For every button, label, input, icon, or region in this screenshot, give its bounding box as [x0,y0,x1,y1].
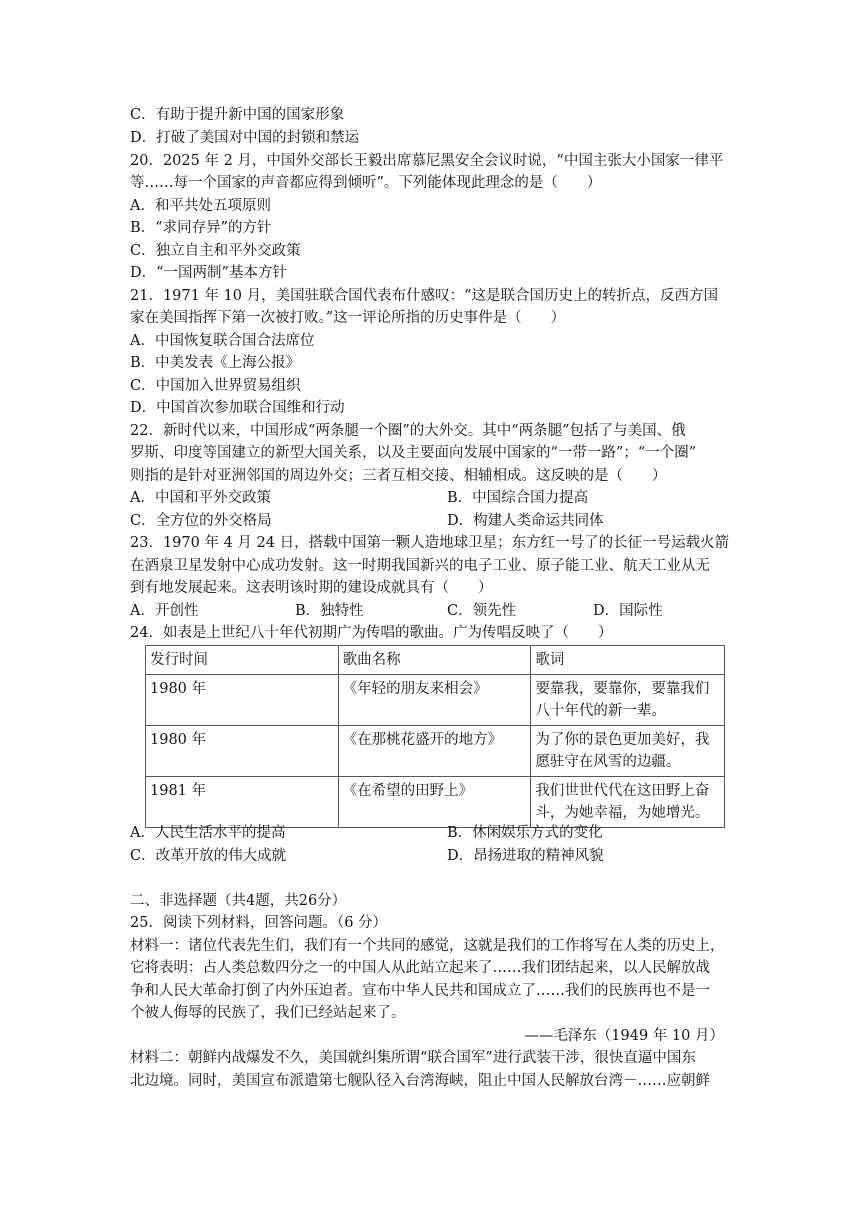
q23-stem-line2: 在酒泉卫星发射中心成功发射。这一时期我国新兴的电子工业、原子能工业、航天工业从无 [130,558,710,574]
q19-option-c: C．有助于提升新中国的国家形象 [130,107,345,123]
q22-option-b: B．中国综合国力提高 [447,490,589,506]
q23-option-a: A．开创性 [130,603,199,619]
table-row [146,726,725,777]
cell-year: 1981 年 [146,777,339,828]
q25-material1-line4: 个被人侮辱的民族了，我们已经站起来了。 [130,1005,406,1021]
q23-option-c: C．领先性 [447,603,517,619]
song-table [145,645,725,828]
q22-stem-line2: 罗斯、印度等国建立的新型大国关系，以及主要面向发展中国家的“一带一路”；“一个圈” [130,445,697,461]
header-release-time: 发行时间 [146,646,339,675]
lyric-line: 愿驻守在风雪的边疆。 [535,754,681,770]
q21-stem-line1: 21．1971 年 10 月，美国驻联合国代表布什感叹：“这是联合国历史上的转折点，反西方国 [130,288,719,304]
q25-stem: 25．阅读下列材料，回答问题。（6 分） [130,915,388,931]
q25-material1-line3: 争和人民大革命打倒了内外压迫者。宣布中华人民共和国成立了……我们的民族再也不是一 [130,983,710,999]
q20-stem-line1: 20．2025 年 2 月，中国外交部长王毅出席慕尼黑安全会议时说，“中国主张大小国家一律平 [130,153,724,169]
q19-option-d: D．打破了美国对中国的封锁和禁运 [130,130,360,146]
cell-lyrics [531,675,725,726]
q21-option-c: C．中国加入世界贸易组织 [130,378,301,394]
lyric-line: 为了你的景色更加美好，我 [535,732,710,748]
table-row [146,675,725,726]
q24-option-a: A．人民生活水平的提高 [130,825,286,841]
q24-option-b: B．休闲娱乐方式的变化 [447,825,603,841]
q21-option-d: D．中国首次参加联合国维和行动 [130,400,345,416]
cell-song: 《在希望的田野上》 [338,777,531,828]
q25-material2-line2: 北边境。同时，美国宣布派遣第七舰队径入台湾海峡，阻止中国人民解放台湾－……应朝鲜 [130,1073,710,1089]
q25-material2-line1: 材料二：朝鲜内战爆发不久，美国就纠集所谓“联合国军”进行武装干涉，很快直逼中国东 [130,1050,696,1066]
q21-option-a: A．中国恢复联合国合法席位 [130,333,315,349]
q22-option-c: C．全方位的外交格局 [130,513,272,529]
q20-option-c: C．独立自主和平外交政策 [130,243,301,259]
q23-option-d: D．国际性 [593,603,663,619]
cell-year: 1980 年 [146,675,339,726]
q22-option-a: A．中国和平外交政策 [130,490,271,506]
q24-option-d: D．昂扬进取的精神风貌 [447,848,604,864]
q22-stem-line1: 22．新时代以来，中国形成“两条腿一个圈”的大外交。其中“两条腿”包括了与美国、俄 [130,423,686,439]
cell-lyrics [531,777,725,828]
q20-stem-line2: 等……每一个国家的声音都应得到倾听”。下列能体现此理念的是（ ） [130,175,602,191]
cell-lyrics [531,726,725,777]
header-song-name: 歌曲名称 [338,646,531,675]
q24-option-c: C．改革开放的伟大成就 [130,848,287,864]
q24-stem: 24．如表是上世纪八十年代初期广为传唱的歌曲。广为传唱反映了（ ） [130,625,613,641]
lyric-line: 斗，为她幸福，为她增光。 [535,805,710,821]
lyric-line: 八十年代的新一辈。 [535,703,666,719]
table-header-row [146,646,725,675]
q20-option-b: B．“求同存异”的方针 [130,220,272,236]
header-lyrics: 歌词 [531,646,725,675]
q20-option-a: A．和平共处五项原则 [130,198,271,214]
cell-year: 1980 年 [146,726,339,777]
q25-material1-line1: 材料一：诸位代表先生们，我们有一个共同的感觉，这就是我们的工作将写在人类的历史上， [130,938,725,954]
section-title: 二、非选择题（共4题，共26分） [130,893,347,909]
cell-song: 《在那桃花盛开的地方》 [338,726,531,777]
lyric-line: 要靠我，要靠你，要靠我们 [535,681,710,697]
lyric-line: 我们世世代代在这田野上奋 [535,783,710,799]
table-row [146,777,725,828]
q25-material1-source: ——毛泽东（1949 年 10 月） [524,1028,724,1044]
q22-option-d: D．构建人类命运共同体 [447,513,604,529]
q20-option-d: D．“一国两制”基本方针 [130,265,287,281]
cell-song: 《年轻的朋友来相会》 [338,675,531,726]
q23-stem-line3: 到有地发展起来。这表明该时期的建设成就具有（ ） [130,580,493,596]
q25-material1-line2: 它将表明：占人类总数四分之一的中国人从此站立起来了……我们团结起来，以人民解放战 [130,960,710,976]
q21-option-b: B．中美发表《上海公报》 [130,355,301,371]
q23-option-b: B．独特性 [295,603,364,619]
q21-stem-line2: 家在美国指挥下第一次被打败。”这一评论所指的历史事件是（ ） [130,310,566,326]
q23-stem-line1: 23．1970 年 4 月 24 日，搭载中国第一颗人造地球卫星；东方红一号了的长征一号运载火箭 [130,535,730,551]
q22-stem-line3: 则指的是针对亚洲邻国的周边外交；三者互相交接、相辅相成。这反映的是（ ） [130,468,667,484]
